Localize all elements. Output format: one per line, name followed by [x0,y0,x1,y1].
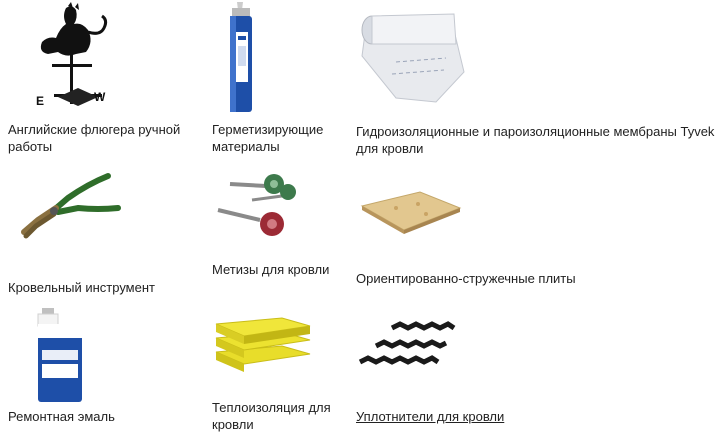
category-osb-boards[interactable] [356,170,716,298]
category-label: Ориентированно-стружечные плиты [356,271,576,286]
spray-can-icon [8,306,88,406]
category-weathervanes[interactable] [8,2,203,162]
category-label: Метизы для кровли [212,262,330,277]
weathervane-letter-east: E [36,94,45,108]
category-label: Ремонтная эмаль [8,409,115,424]
osb-board-icon [356,170,468,250]
weathervane-letter-west: W [94,90,106,104]
category-roof-seals[interactable] [356,306,716,434]
category-sealants[interactable] [212,2,347,162]
category-membranes[interactable] [356,2,716,162]
roofing-pliers-icon [8,170,128,250]
category-label: Герметизирующие материалы [212,122,324,154]
category-label[interactable]: Уплотнители для кровли [356,409,505,424]
roofing-screws-icon [212,170,322,250]
roof-seal-strips-icon [356,306,456,386]
category-roofing-hardware[interactable] [212,170,347,298]
category-label: Теплоизоляция для кровли [212,400,331,432]
membrane-roll-icon [356,2,476,112]
category-label: Кровельный инструмент [8,280,155,295]
sealant-tube-icon [212,2,272,114]
category-repair-enamel[interactable] [8,306,203,434]
cat-weathervane-icon [8,2,128,112]
category-label: Английские флюгера ручной работы [8,122,181,154]
category-roof-insulation[interactable] [212,306,347,434]
category-roofing-tools[interactable] [8,170,203,298]
insulation-slabs-icon [212,306,322,386]
category-label: Гидроизоляционные и пароизоляционные мембраны Tyvek для кровли [356,124,715,156]
